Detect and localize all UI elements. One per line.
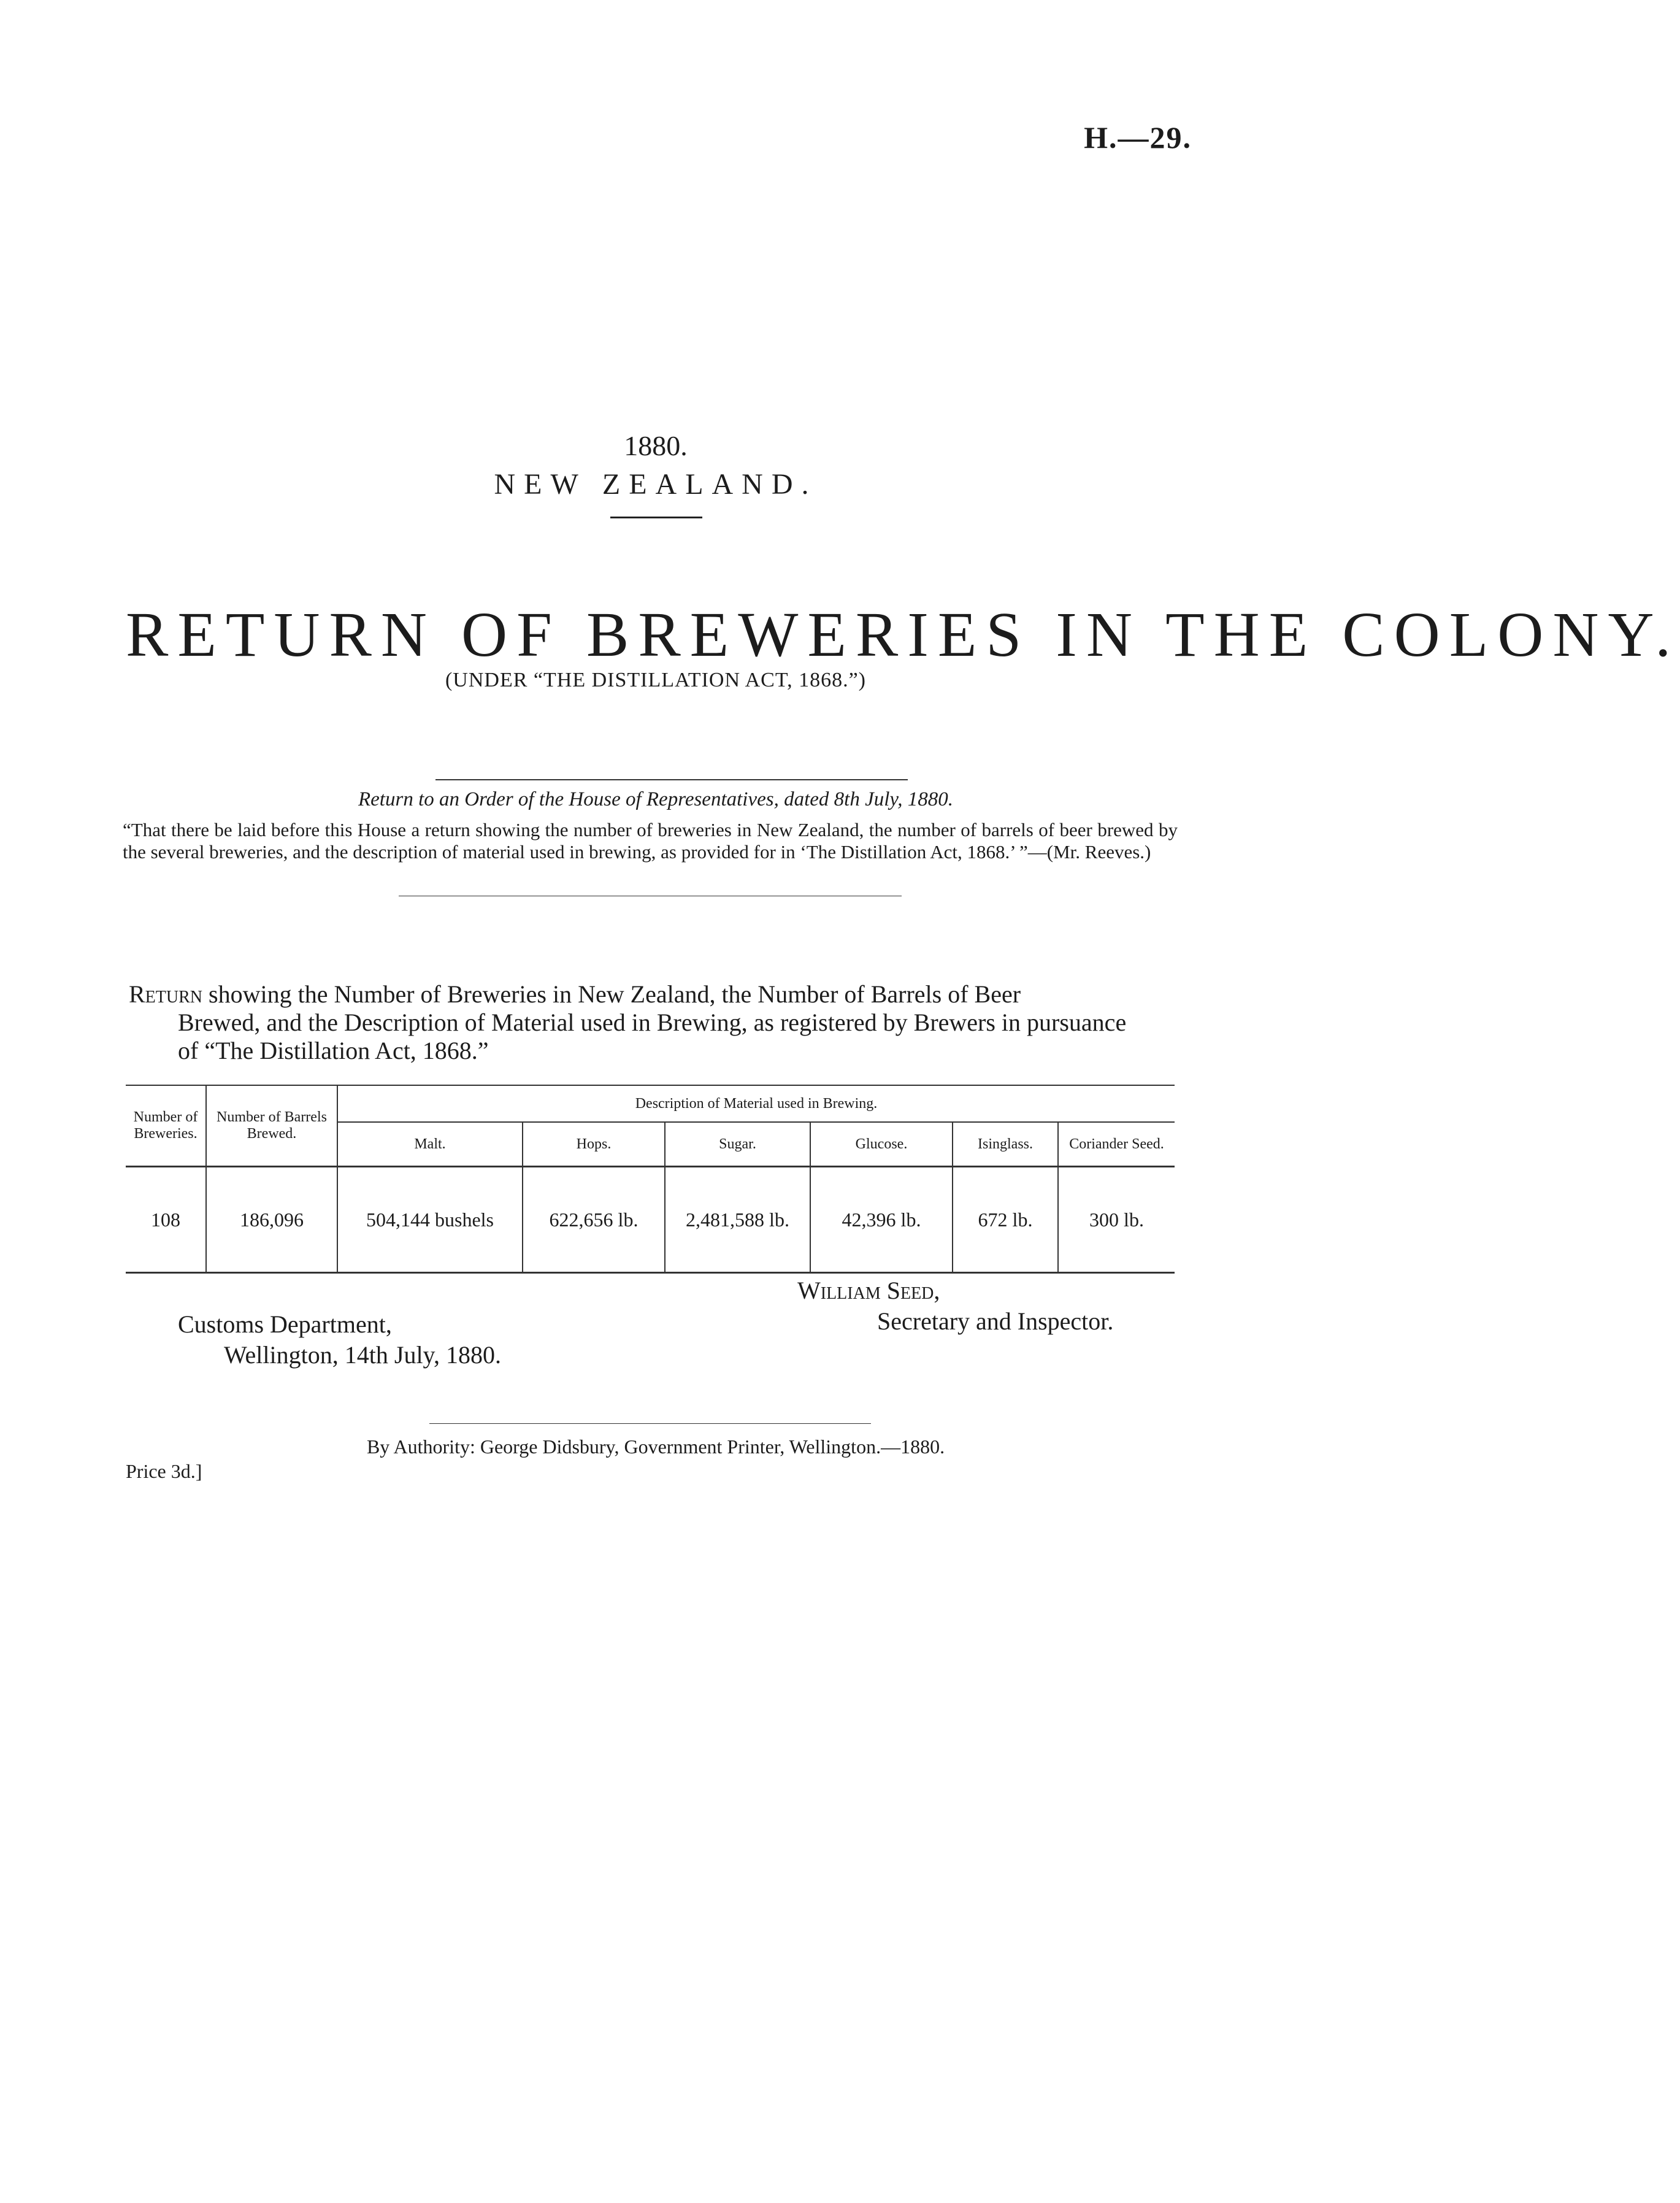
cell-hops: 622,656 lb. [523, 1167, 665, 1273]
page-subtitle: (UNDER “THE DISTILLATION ACT, 1868.”) [445, 669, 867, 691]
cell-barrels: 186,096 [206, 1167, 337, 1273]
country: NEW ZEALAND. [494, 468, 818, 501]
cell-malt: 504,144 bushels [337, 1167, 523, 1273]
header-breweries: Number of Breweries. [133, 1109, 198, 1142]
return-description [129, 980, 1178, 1065]
header-material-group: Description of Material used in Brewing. [337, 1085, 1175, 1122]
department-name: Customs Department, [178, 1310, 392, 1338]
price: Price 3d.] [126, 1460, 202, 1482]
header-malt: Malt. [337, 1122, 523, 1167]
header-glucose: Glucose. [810, 1122, 953, 1167]
return-line-2: Brewed, and the Description of Material used in Brewing, as registered by Brewers in pursuance [178, 1009, 1127, 1036]
paper-number: H.—29. [1084, 120, 1192, 155]
header-isinglass: Isinglass. [953, 1122, 1058, 1167]
printer-authority: By Authority: George Didsbury, Government Printer, Wellington.—1880. [366, 1436, 945, 1458]
title-divider [610, 517, 702, 518]
footer-rule [429, 1423, 871, 1424]
year: 1880. [624, 430, 688, 461]
breweries-table [126, 1085, 1175, 1274]
cell-glucose: 42,396 lb. [810, 1167, 953, 1273]
cell-isinglass: 672 lb. [953, 1167, 1058, 1273]
header-hops: Hops. [523, 1122, 665, 1167]
header-sugar: Sugar. [665, 1122, 810, 1167]
order-top-rule [435, 779, 908, 780]
order-line: Return to an Order of the House of Representatives, dated 8th July, 1880. [358, 788, 953, 810]
cell-breweries: 108 [126, 1167, 206, 1273]
return-line-3: of “The Distillation Act, 1868.” [178, 1037, 489, 1064]
signatory-name: William Seed, [797, 1277, 940, 1304]
cell-sugar: 2,481,588 lb. [665, 1167, 810, 1273]
page-title: RETURN OF BREWERIES IN THE COLONY. [126, 599, 1680, 670]
department-place-date: Wellington, 14th July, 1880. [224, 1341, 501, 1369]
signatory-title: Secretary and Inspector. [877, 1307, 1114, 1335]
header-barrels: Number of Barrels Brewed. [206, 1085, 337, 1167]
cell-coriander-seed: 300 lb. [1058, 1167, 1175, 1273]
header-coriander-seed: Coriander Seed. [1058, 1122, 1175, 1167]
return-line-1: showing the Number of Breweries in New Zealand, the Number of Barrels of Beer [209, 980, 1021, 1008]
table-row [126, 1167, 1175, 1273]
order-quote: “That there be laid before this House a return showing the number of breweries in New Zealand, the number of barrels of beer brewed by the several breweries, and the description of material used in brewing, as provided for in ‘The Distillation Act, 1868.’ ”—(Mr. Reeves.) [123, 819, 1178, 863]
return-lead: Return [129, 980, 203, 1008]
